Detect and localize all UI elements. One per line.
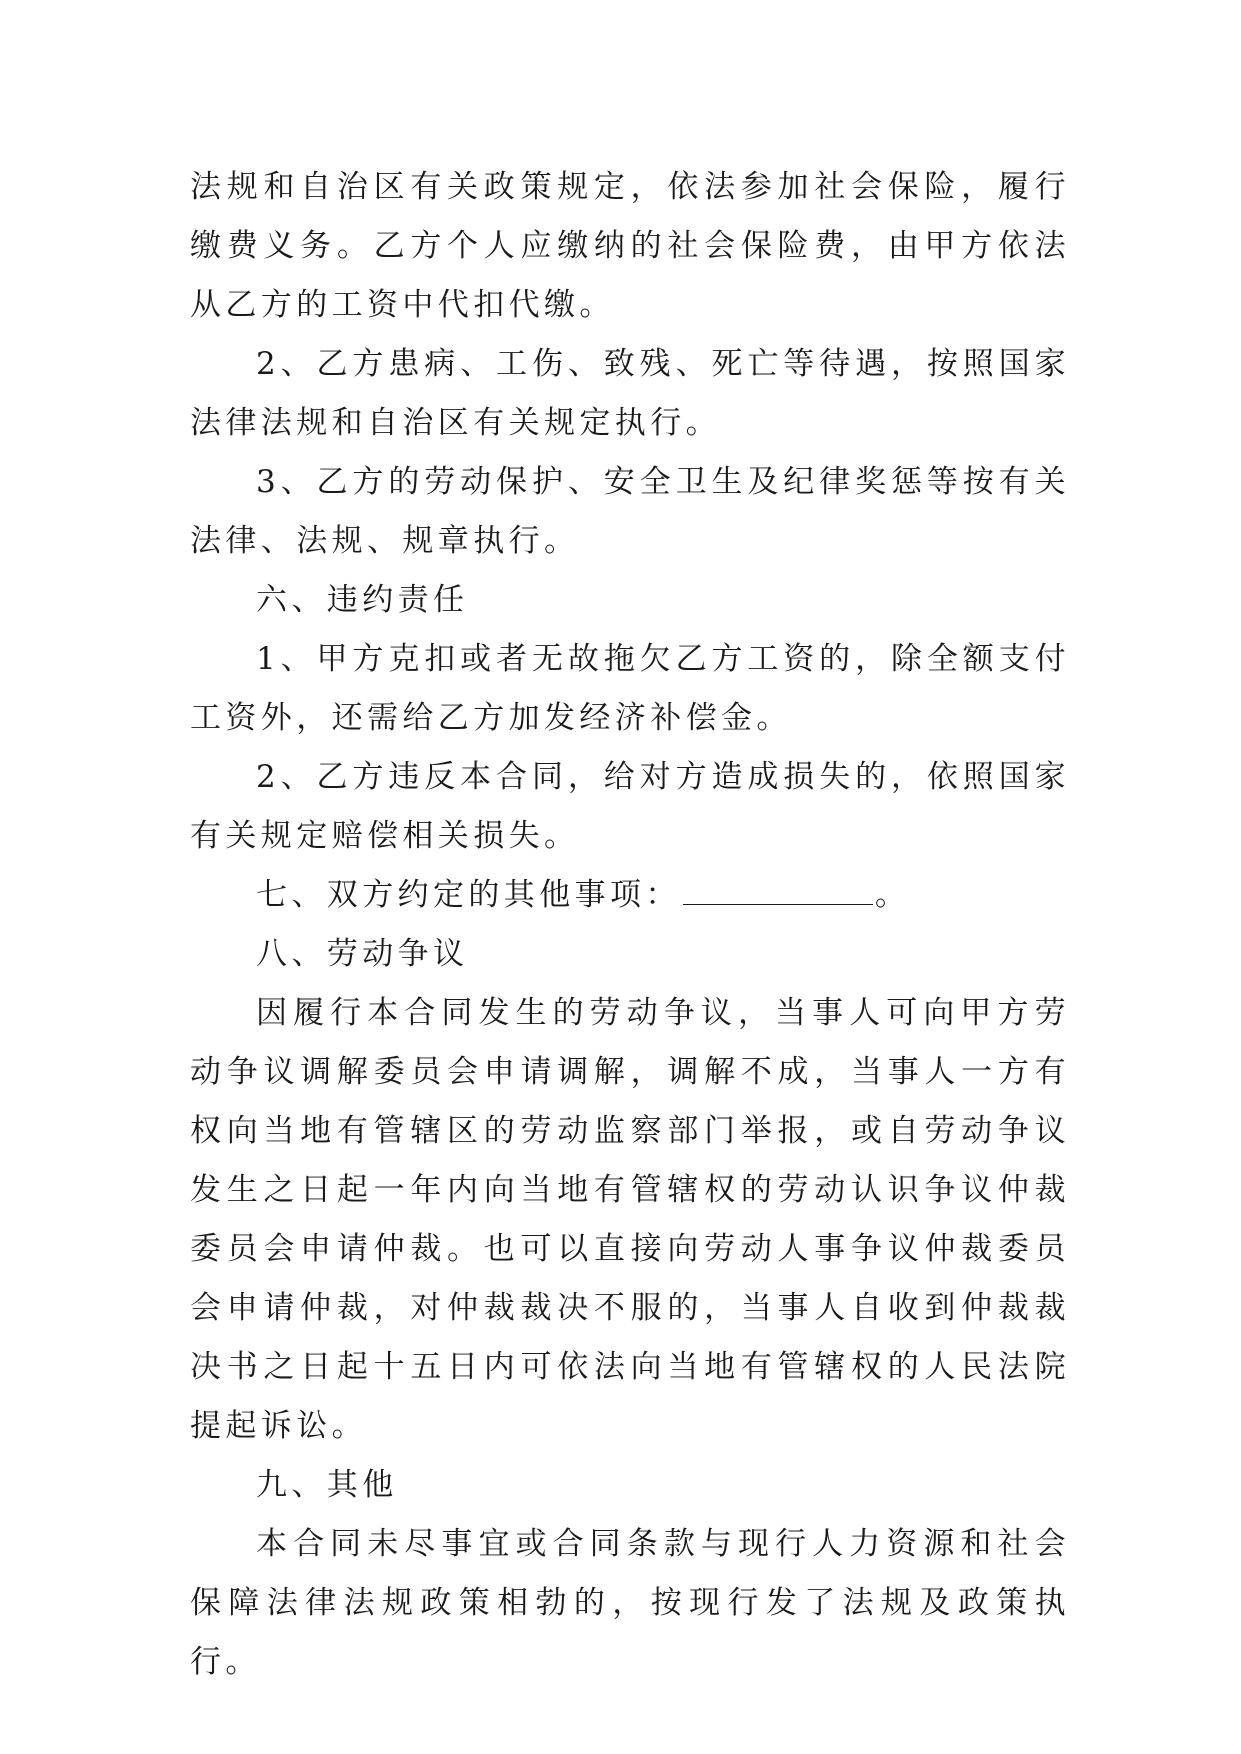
paragraph-clause-6-2: 2、乙方违反本合同，给对方造成损失的，依照国家有关规定赔偿相关损失。 xyxy=(190,759,1070,854)
section-heading-breach-liability: 六、违约责任 xyxy=(256,582,469,618)
section-heading-labor-dispute: 八、劳动争议 xyxy=(256,936,469,972)
paragraph-labor-dispute: 因履行本合同发生的劳动争议，当事人可向甲方劳动争议调解委员会申请调解，调解不成，当事人一方有权向当地有管辖区的劳动监察部门举报，或自劳动争议发生之日起一年内向当地有管辖权的劳动认识争议仲裁委员会申请仲裁。也可以直接向劳动人事争议仲裁委员会申请仲裁，对仲裁裁决不服的，当事人自收到仲裁裁决书之日起十五日内可依法向当地有管辖权的人民法院提起诉讼。 xyxy=(190,995,1070,1444)
section-heading-other-matters xyxy=(190,866,1070,925)
section-heading-other: 九、其他 xyxy=(256,1467,398,1503)
paragraph-clause-5-3: 3、乙方的劳动保护、安全卫生及纪律奖惩等按有关法律、法规、规章执行。 xyxy=(190,464,1070,559)
other-matters-label: 七、双方约定的其他事项： xyxy=(256,877,681,913)
other-matters-suffix: 。 xyxy=(874,877,911,913)
paragraph-other: 本合同未尽事宜或合同条款与现行人力资源和社会保障法律法规政策相勃的，按现行发了法规及政策执行。 xyxy=(190,1526,1070,1680)
fill-in-blank xyxy=(683,876,873,905)
document-body xyxy=(190,158,1070,1692)
paragraph-social-insurance-continued: 法规和自治区有关政策规定，依法参加社会保险，履行缴费义务。乙方个人应缴纳的社会保险费，由甲方依法从乙方的工资中代扣代缴。 xyxy=(190,169,1070,323)
paragraph-clause-6-1: 1、甲方克扣或者无故拖欠乙方工资的，除全额支付工资外，还需给乙方加发经济补偿金。 xyxy=(190,641,1070,736)
paragraph-clause-5-2: 2、乙方患病、工伤、致残、死亡等待遇，按照国家法律法规和自治区有关规定执行。 xyxy=(190,346,1070,441)
